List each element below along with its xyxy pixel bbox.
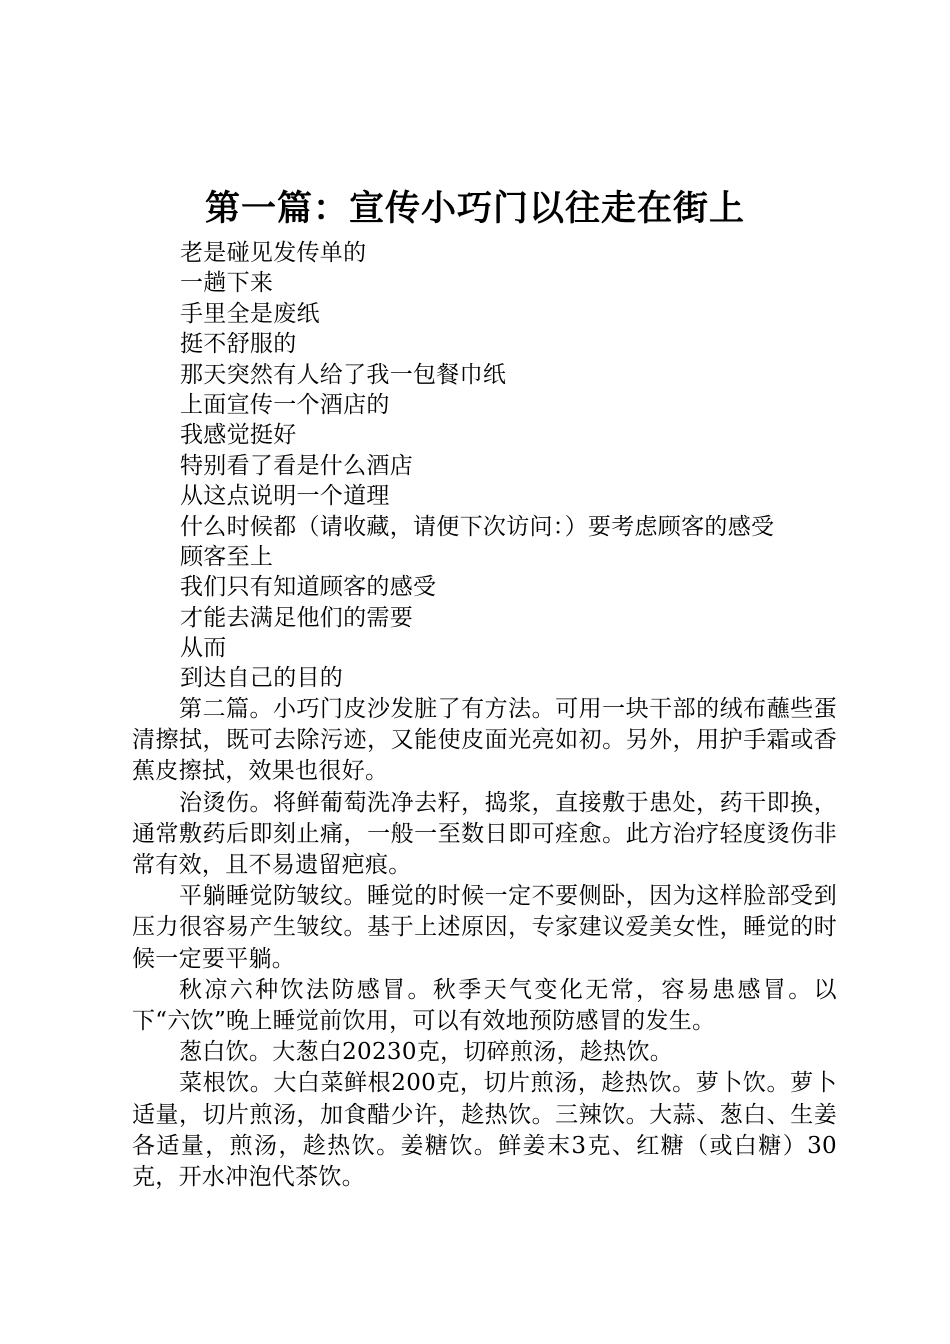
- poem-line: 那天突然有人给了我一包餐巾纸: [180, 361, 507, 388]
- paragraph: 治烫伤。将鲜葡萄洗净去籽，捣浆，直接敷于患处，药干即换，通常敷药后即刻止痛，一般一至数日即可痊愈。此方治疗轻度烫伤非常有效，且不易遗留疤痕。: [132, 789, 837, 879]
- paragraph: 秋凉六种饮法防感冒。秋季天气变化无常，容易患感冒。以下“六饮”晚上睡觉前饮用，可以有效地预防感冒的发生。: [132, 976, 837, 1035]
- poem-line: 我感觉挺好: [180, 422, 297, 449]
- poem-line: 老是碰见发传单的: [180, 240, 367, 266]
- poem-line: 才能去满足他们的需要: [180, 604, 413, 631]
- paragraph: 葱白饮。大葱白20230克，切碎煎汤，趁热饮。: [179, 1039, 674, 1066]
- poem-line: 上面宣传一个酒店的: [180, 391, 390, 418]
- poem-line: 一趟下来: [180, 270, 274, 297]
- poem-line: 从而: [180, 635, 227, 662]
- body-text: [132, 694, 837, 1193]
- poem-line: 从这点说明一个道理: [180, 483, 390, 510]
- paragraph: 第二篇。小巧门皮沙发脏了有方法。可用一块干部的绒布蘸些蛋清擦拭，既可去除污迹，又能使皮面光亮如初。另外，用护手霜或香蕉皮擦拭，效果也很好。: [132, 696, 837, 785]
- page-title: 第一篇：宣传小巧门以往走在街上: [204, 189, 745, 229]
- poem-line: 挺不舒服的: [180, 331, 297, 358]
- paragraph: 菜根饮。大白菜鲜根200克，切片煎汤，趁热饮。萝卜饮。萝卜适量，切片煎汤，加食醋少许，趁热饮。三辣饮。大蒜、葱白、生姜各适量，煎汤，趁热饮。姜糖饮。鲜姜末3克、红糖（或白糖）30克，开水冲泡代茶饮。: [132, 1070, 837, 1191]
- poem-line: 手里全是废纸: [180, 300, 320, 327]
- poem-line: 我们只有知道顾客的感受: [180, 574, 437, 601]
- paragraph: 平躺睡觉防皱纹。睡觉的时候一定不要侧卧，因为这样脸部受到压力很容易产生皱纹。基于上述原因，专家建议爱美女性，睡觉的时候一定要平躺。: [132, 883, 837, 972]
- poem-line: 顾客至上: [180, 543, 274, 570]
- poem-line: 特别看了看是什么酒店: [180, 452, 413, 479]
- poem-line: 到达自己的目的: [180, 665, 344, 692]
- poem-line: 什么时候都（请收藏，请便下次访问：）要考虑顾客的感受: [180, 513, 775, 540]
- poem-block: [180, 238, 880, 694]
